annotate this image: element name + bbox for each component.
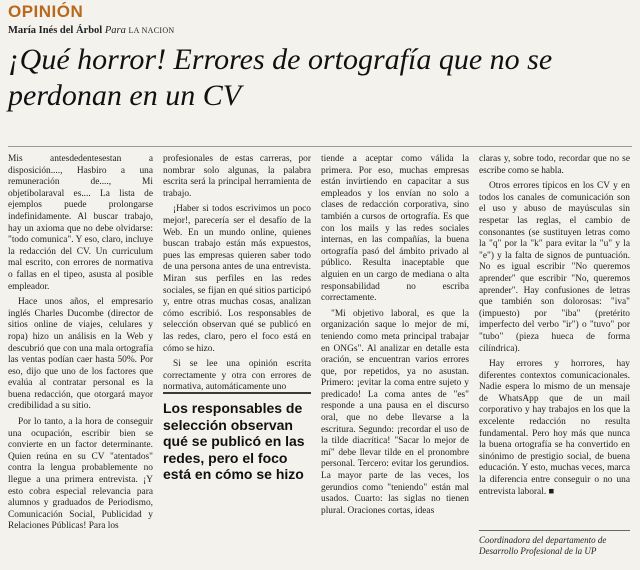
headline-divider: [8, 146, 632, 147]
paragraph: tiende a aceptar como válida la primera. Por eso, muchas empresas están invirtiendo en capacitar a sus empleados y los envían no solo a clases de redacción corporativa, sino también a cursos de ortografía. Es que con los mails y las redes sociales internas, en las compañías, la buena ortografía pasó del ámbito privado al público. Resulta inaceptable que alguien en un cargo de mediana o alta responsabilidad no escriba correctamente.: [321, 154, 469, 304]
paragraph: Si se lee una opinión escrita correctamente y otra con errores de normativa, automáticamente uno: [163, 359, 311, 393]
paragraph: Por lo tanto, a la hora de conseguir una ocupación, escribir bien se convierte en un factor determinante. Quien reúna en su CV "atentados" contra la lengua probablemente no llegue a una primera entrevista. ¡Y esto cobra especial relevancia para alumnos y graduados de Periodismo, Comunicación Social, Publicidad y Relaciones Públicas! Para los: [8, 417, 153, 532]
pullquote: Los responsables de selección observan qué se publicó en las redes, pero el foco está en cómo se hizo: [163, 400, 305, 482]
article-column-1: [8, 154, 153, 533]
paragraph: profesionales de estas carreras, por nombrar solo algunas, la palabra escrita será la principal herramienta de trabajo.: [163, 154, 311, 199]
author-name: María Inés del Árbol: [8, 25, 103, 36]
byline: [8, 25, 175, 36]
paragraph: ¡Haber si todos escrivimos un poco mejor!, parecería ser el desafío de la Web. En un mundo online, quienes buscan trabajo están más expuestos, pues las empresas quieren saber todo de una persona antes de una entrevista. Miran sus perfiles en las redes sociales, se fijan en qué sitios participó y, entre otras muchas cosas, analizan cómo escribió. Los responsables de selección observan qué se publicó en las redes, claro, pero el foco está en cómo se hizo.: [163, 204, 311, 354]
byline-for: Para: [104, 25, 126, 36]
article-column-3: [321, 154, 469, 517]
paragraph: Hay errores y horrores, hay diferentes contextos comunicacionales. Nadie espera lo mismo de un mensaje de WhatsApp que de un mail corporativo y hay trabajos en los que la excelente redacción no resulta fundamental. Pero hoy más que nunca la buena ortografía se ha convertido en sinónimo de prestigio social, de buena educación. Y esto, muchas veces, marca la diferencia entre conseguir o no una entrevista laboral. ■: [479, 359, 630, 497]
paragraph: claras y, sobre todo, recordar que no se escribe como se habla.: [479, 154, 630, 176]
headline: ¡Qué horror! Errores de ortografía que no se perdonan en un CV: [8, 43, 553, 112]
paragraph: Hace unos años, el empresario inglés Charles Ducombe (director de sitios online de viajes, celulares y ropa) hizo un análisis en la Web y descubrió que con una mala ortografía las ventas podían caer hasta 50%. Por eso, dijo que uno de los factores que evalúa al contratar personal es la buena redacción, que otorgará mayor credibilidad a su sitio.: [8, 297, 153, 412]
section-label: OPINIÓN: [8, 2, 84, 21]
author-signature: Coordinadora del departamento de Desarrollo Profesional de la UP: [479, 535, 607, 556]
paragraph: Otros errores típicos en los CV y en todos los canales de comunicación son el uso y abuso de mayúsculas sin respetar las reglas, el cambio de consonantes (se sustituyen letras como la "q" por la "k" para evitar la "u" y la "e") y la falta de signos de puntuación. No es igual escribir "No queremos aprender" que escribir "No, queremos aprender". Hay confusiones de letras que también son dolorosas: "iva" (impuesto) por "iba" (pretérito imperfecto del verbo "ir") o "tuvo" por "tubo" (pieza hueca de forma cilíndrica).: [479, 181, 630, 354]
article-column-2: [163, 154, 311, 394]
signature-rule: [479, 530, 630, 531]
paragraph: "Mi objetivo laboral, es que la organización saque lo mejor de mí, teniendo como meta principal trabajar en ONGs". Al analizar en detalle esta oración, se encuentran varios errores que, por repetidos, ya no asustan. Primero: ¡evitar la coma entre sujeto y predicado! La coma antes de "es" responde a una pausa en el discurso oral, que no debe llevarse a la escritura. Segundo: ¡recordar el uso de la tilde diacrítica! "Sacar lo mejor de mí" debe llevar tilde en el pronombre personal. Tercero: evitar los gerundios. La mayor parte de las veces, los gerundios como "teniendo" están mal usados. Cuarto: las siglas no tienen plural. Oraciones cortas, ideas: [321, 308, 469, 516]
newspaper-name: LA NACION: [128, 26, 175, 35]
paragraph: Mis antesdedentesestan a disposición...., Hasbiro a una remuneración de...., Mi objetibolaraval es.... La lista de ejemplos puede prolongarse indefinidamente. Al buscar trabajo, hay un axioma que no debe olvidarse: "todo comunica". Y eso, claro, incluye la redacción del CV. Un curriculum mal escrito, con errores de normativa o fallas en el tipeo, asusta al posible empleador.: [8, 154, 153, 292]
article-column-4: [479, 154, 630, 498]
pullquote-rule: [163, 392, 311, 394]
